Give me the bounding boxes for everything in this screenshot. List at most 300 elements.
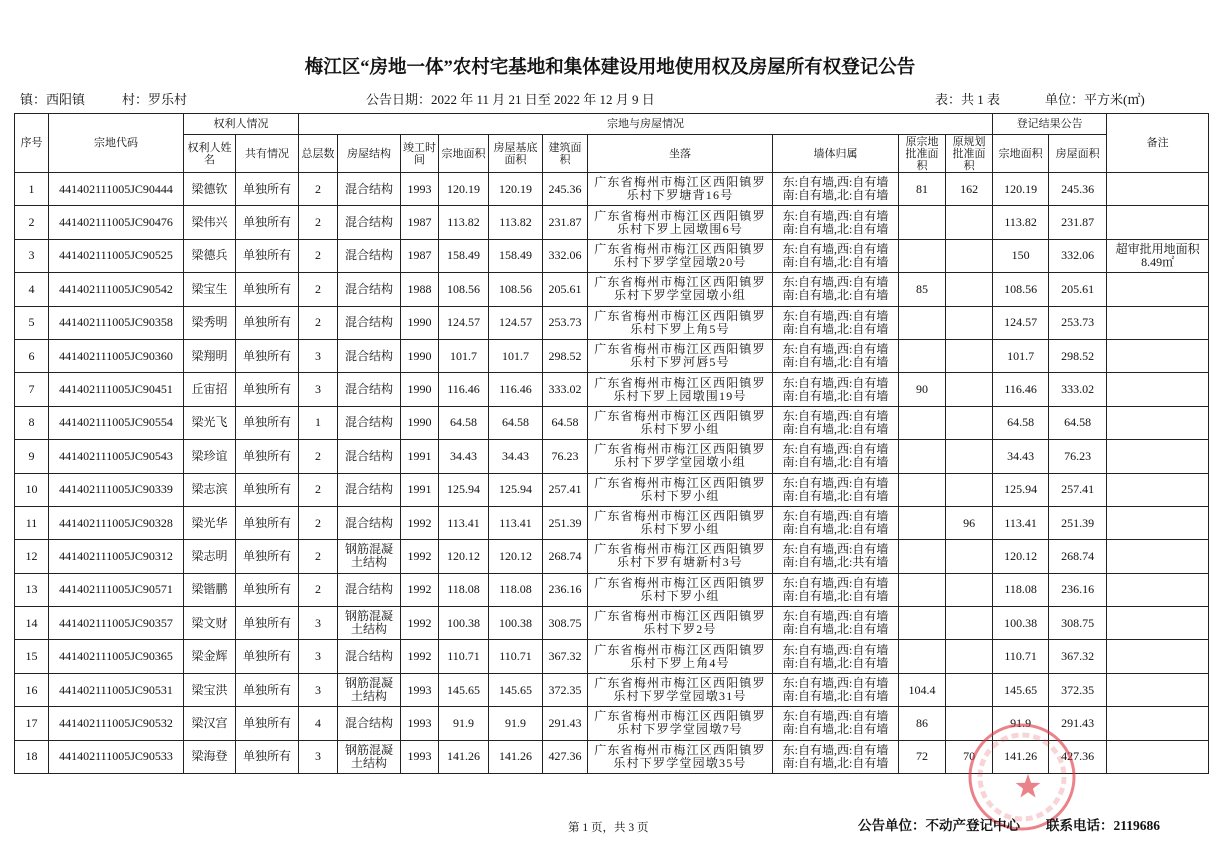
cell-reg-land-area: 110.71 [993,640,1049,673]
cell-code: 441402111005JC90444 [49,173,184,206]
cell-remark [1107,406,1209,439]
cell-reg-house-area: 257.41 [1049,473,1107,506]
cell-reg-land-area: 141.26 [993,740,1049,773]
cell-structure: 混合结构 [338,406,401,439]
page-indicator: 第 1 页，共 3 页 [568,822,649,834]
cell-walls: 东:自有墙,西:自有墙 南:自有墙,北:自有墙 [773,640,899,673]
cell-floors: 2 [299,206,338,239]
table-row [15,607,1209,640]
cell-year: 1992 [401,607,439,640]
cell-floors: 2 [299,506,338,539]
cell-remark [1107,206,1209,239]
cell-share: 单独所有 [236,173,299,206]
cell-orig-plan-approved [946,540,993,573]
cell-land-area: 101.7 [439,339,489,372]
cell-remark [1107,506,1209,539]
cell-remark [1107,740,1209,773]
cell-share: 单独所有 [236,506,299,539]
cell-remark [1107,473,1209,506]
cell-orig-plan-approved [946,273,993,306]
cell-structure: 混合结构 [338,506,401,539]
cell-reg-land-area: 108.56 [993,273,1049,306]
cell-reg-house-area: 76.23 [1049,440,1107,473]
cell-year: 1991 [401,440,439,473]
cell-reg-house-area: 253.73 [1049,306,1107,339]
header-orig-land-approved: 原宗地批准面积 [899,135,946,173]
cell-land-area: 120.19 [439,173,489,206]
cell-land-area: 34.43 [439,440,489,473]
cell-orig-land-approved [899,573,946,606]
cell-owner: 梁翔明 [184,339,236,372]
cell-reg-land-area: 113.82 [993,206,1049,239]
cell-structure: 钢筋混凝土结构 [338,607,401,640]
cell-build-area: 372.35 [543,673,588,706]
header-base-area: 房屋基底面积 [489,135,543,173]
header-reg-land-area: 宗地面积 [993,135,1049,173]
cell-land-area: 124.57 [439,306,489,339]
cell-location: 广东省梅州市梅江区西阳镇罗乐村下罗小组 [588,573,773,606]
cell-no: 6 [15,339,49,372]
cell-structure: 混合结构 [338,306,401,339]
cell-floors: 2 [299,440,338,473]
cell-walls: 东:自有墙,西:自有墙 南:自有墙,北:自有墙 [773,506,899,539]
table-row [15,206,1209,239]
cell-reg-land-area: 145.65 [993,673,1049,706]
table-row [15,373,1209,406]
cell-orig-land-approved [899,306,946,339]
cell-share: 单独所有 [236,673,299,706]
cell-orig-plan-approved [946,239,993,272]
header-build-area: 建筑面积 [543,135,588,173]
header-location: 坐落 [588,135,773,173]
cell-base-area: 108.56 [489,273,543,306]
cell-base-area: 110.71 [489,640,543,673]
cell-floors: 3 [299,640,338,673]
cell-no: 1 [15,173,49,206]
cell-year: 1992 [401,506,439,539]
cell-structure: 混合结构 [338,440,401,473]
table-row [15,473,1209,506]
cell-structure: 混合结构 [338,373,401,406]
cell-walls: 东:自有墙,西:自有墙 南:自有墙,北:自有墙 [773,373,899,406]
cell-owner: 梁金辉 [184,640,236,673]
cell-location: 广东省梅州市梅江区西阳镇罗乐村下罗学堂园墩7号 [588,707,773,740]
cell-reg-land-area: 64.58 [993,406,1049,439]
header-row-columns [15,135,1209,173]
cell-no: 17 [15,707,49,740]
header-owner: 权利人姓名 [184,135,236,173]
cell-base-area: 125.94 [489,473,543,506]
cell-share: 单独所有 [236,607,299,640]
cell-remark [1107,607,1209,640]
cell-orig-plan-approved [946,707,993,740]
cell-orig-land-approved: 86 [899,707,946,740]
cell-remark [1107,339,1209,372]
cell-year: 1992 [401,540,439,573]
cell-reg-land-area: 120.19 [993,173,1049,206]
cell-owner: 梁宝洪 [184,673,236,706]
cell-orig-land-approved [899,540,946,573]
cell-location: 广东省梅州市梅江区西阳镇罗乐村下罗上角5号 [588,306,773,339]
cell-remark [1107,640,1209,673]
cell-no: 9 [15,440,49,473]
cell-land-area: 158.49 [439,239,489,272]
cell-location: 广东省梅州市梅江区西阳镇罗乐村下罗上角4号 [588,640,773,673]
cell-structure: 钢筋混凝土结构 [338,673,401,706]
header-orig-plan-approved: 原规划批准面积 [946,135,993,173]
cell-share: 单独所有 [236,373,299,406]
cell-reg-house-area: 367.32 [1049,640,1107,673]
cell-build-area: 231.87 [543,206,588,239]
cell-orig-plan-approved [946,206,993,239]
cell-code: 441402111005JC90358 [49,306,184,339]
cell-no: 11 [15,506,49,539]
cell-base-area: 113.41 [489,506,543,539]
cell-code: 441402111005JC90339 [49,473,184,506]
notice-date-range: 公告日期：2022 年 11 月 21 日至 2022 年 12 月 9 日 [366,92,655,107]
cell-reg-house-area: 291.43 [1049,707,1107,740]
cell-structure: 钢筋混凝土结构 [338,540,401,573]
cell-owner: 梁秀明 [184,306,236,339]
cell-orig-land-approved: 85 [899,273,946,306]
cell-walls: 东:自有墙,西:自有墙 南:自有墙,北:自有墙 [773,473,899,506]
cell-location: 广东省梅州市梅江区西阳镇罗乐村下罗学堂园墩小组 [588,440,773,473]
cell-build-area: 291.43 [543,707,588,740]
cell-build-area: 332.06 [543,239,588,272]
cell-orig-land-approved: 90 [899,373,946,406]
cell-code: 441402111005JC90357 [49,607,184,640]
cell-base-area: 64.58 [489,406,543,439]
cell-share: 单独所有 [236,640,299,673]
cell-year: 1992 [401,573,439,606]
cell-year: 1990 [401,306,439,339]
cell-floors: 4 [299,707,338,740]
cell-reg-house-area: 268.74 [1049,540,1107,573]
cell-orig-plan-approved [946,339,993,372]
cell-base-area: 34.43 [489,440,543,473]
header-land-area: 宗地面积 [439,135,489,173]
page-title: 梅江区“房地一体”农村宅基地和集体建设用地使用权及房屋所有权登记公告 [304,58,916,78]
cell-no: 7 [15,373,49,406]
cell-structure: 钢筋混凝土结构 [338,740,401,773]
cell-walls: 东:自有墙,西:自有墙 南:自有墙,北:自有墙 [773,607,899,640]
cell-reg-house-area: 427.36 [1049,740,1107,773]
cell-land-area: 113.41 [439,506,489,539]
cell-share: 单独所有 [236,206,299,239]
cell-base-area: 145.65 [489,673,543,706]
cell-share: 单独所有 [236,473,299,506]
town-label: 镇：西阳镇 [20,92,86,107]
cell-reg-house-area: 332.06 [1049,239,1107,272]
cell-code: 441402111005JC90571 [49,573,184,606]
cell-share: 单独所有 [236,273,299,306]
header-row-groups [15,114,1209,135]
cell-location: 广东省梅州市梅江区西阳镇罗乐村下罗上园墩围19号 [588,373,773,406]
cell-walls: 东:自有墙,西:自有墙 南:自有墙,北:自有墙 [773,573,899,606]
cell-reg-house-area: 231.87 [1049,206,1107,239]
cell-build-area: 298.52 [543,339,588,372]
cell-floors: 1 [299,406,338,439]
cell-no: 16 [15,673,49,706]
cell-owner: 梁文财 [184,607,236,640]
cell-orig-plan-approved: 162 [946,173,993,206]
cell-walls: 东:自有墙,西:自有墙 南:自有墙,北:自有墙 [773,173,899,206]
cell-reg-house-area: 333.02 [1049,373,1107,406]
cell-owner: 梁德钦 [184,173,236,206]
cell-land-area: 116.46 [439,373,489,406]
cell-walls: 东:自有墙,西:自有墙 南:自有墙,北:自有墙 [773,273,899,306]
cell-reg-land-area: 101.7 [993,339,1049,372]
registration-table [14,113,1209,774]
cell-structure: 混合结构 [338,273,401,306]
cell-floors: 2 [299,239,338,272]
cell-location: 广东省梅州市梅江区西阳镇罗乐村下罗学堂园墩20号 [588,239,773,272]
cell-code: 441402111005JC90533 [49,740,184,773]
cell-build-area: 367.32 [543,640,588,673]
cell-owner: 梁锴鹏 [184,573,236,606]
cell-owner: 丘宙招 [184,373,236,406]
cell-share: 单独所有 [236,306,299,339]
cell-owner: 梁志明 [184,540,236,573]
header-remark: 备注 [1107,114,1209,173]
cell-walls: 东:自有墙,西:自有墙 南:自有墙,北:共有墙 [773,540,899,573]
cell-code: 441402111005JC90312 [49,540,184,573]
header-parcel-code: 宗地代码 [49,114,184,173]
contact-phone: 联系电话：2119686 [1046,818,1161,833]
cell-reg-land-area: 124.57 [993,306,1049,339]
cell-remark [1107,440,1209,473]
cell-build-area: 64.58 [543,406,588,439]
cell-owner: 梁光华 [184,506,236,539]
cell-year: 1987 [401,239,439,272]
cell-orig-plan-approved [946,306,993,339]
cell-owner: 梁海登 [184,740,236,773]
cell-code: 441402111005JC90525 [49,239,184,272]
cell-floors: 2 [299,273,338,306]
cell-share: 单独所有 [236,239,299,272]
table-row [15,540,1209,573]
cell-walls: 东:自有墙,西:自有墙 南:自有墙,北:自有墙 [773,306,899,339]
cell-reg-land-area: 120.12 [993,540,1049,573]
cell-no: 13 [15,573,49,606]
cell-land-area: 110.71 [439,640,489,673]
cell-remark [1107,707,1209,740]
cell-no: 5 [15,306,49,339]
table-row [15,306,1209,339]
cell-structure: 混合结构 [338,239,401,272]
cell-orig-land-approved [899,473,946,506]
cell-orig-plan-approved [946,640,993,673]
cell-year: 1990 [401,339,439,372]
village-label: 村：罗乐村 [122,92,188,107]
cell-build-area: 251.39 [543,506,588,539]
cell-share: 单独所有 [236,339,299,372]
cell-owner: 梁志滨 [184,473,236,506]
cell-no: 12 [15,540,49,573]
cell-location: 广东省梅州市梅江区西阳镇罗乐村下罗塘背16号 [588,173,773,206]
cell-land-area: 91.9 [439,707,489,740]
cell-base-area: 120.12 [489,540,543,573]
table-body [15,173,1209,774]
header-reg-house-area: 房屋面积 [1049,135,1107,173]
cell-owner: 梁伟兴 [184,206,236,239]
cell-no: 10 [15,473,49,506]
cell-no: 4 [15,273,49,306]
cell-land-area: 118.08 [439,573,489,606]
cell-walls: 东:自有墙,西:自有墙 南:自有墙,北:自有墙 [773,440,899,473]
table-row [15,239,1209,272]
cell-orig-plan-approved [946,440,993,473]
cell-year: 1993 [401,673,439,706]
cell-orig-land-approved [899,440,946,473]
cell-walls: 东:自有墙,西:自有墙 南:自有墙,北:自有墙 [773,206,899,239]
cell-land-area: 125.94 [439,473,489,506]
cell-build-area: 427.36 [543,740,588,773]
cell-share: 单独所有 [236,740,299,773]
header-group-parcel-house: 宗地与房屋情况 [299,114,993,135]
cell-location: 广东省梅州市梅江区西阳镇罗乐村下罗河唇5号 [588,339,773,372]
cell-walls: 东:自有墙,西:自有墙 南:自有墙,北:自有墙 [773,406,899,439]
table-row [15,273,1209,306]
cell-structure: 混合结构 [338,707,401,740]
cell-walls: 东:自有墙,西:自有墙 南:自有墙,北:自有墙 [773,707,899,740]
cell-remark [1107,540,1209,573]
cell-land-area: 141.26 [439,740,489,773]
cell-floors: 3 [299,607,338,640]
cell-reg-house-area: 64.58 [1049,406,1107,439]
cell-code: 441402111005JC90543 [49,440,184,473]
cell-remark [1107,573,1209,606]
cell-reg-house-area: 236.16 [1049,573,1107,606]
cell-structure: 混合结构 [338,473,401,506]
cell-build-area: 76.23 [543,440,588,473]
header-walls: 墙体归属 [773,135,899,173]
header-year: 竣工时间 [401,135,439,173]
cell-year: 1987 [401,206,439,239]
cell-base-area: 113.82 [489,206,543,239]
unit-label: 单位：平方米(㎡) [1045,92,1145,107]
cell-code: 441402111005JC90532 [49,707,184,740]
table-row [15,440,1209,473]
cell-base-area: 100.38 [489,607,543,640]
header-floors: 总层数 [299,135,338,173]
cell-remark [1107,373,1209,406]
cell-reg-land-area: 100.38 [993,607,1049,640]
cell-no: 14 [15,607,49,640]
cell-reg-land-area: 150 [993,239,1049,272]
table-row [15,173,1209,206]
cell-floors: 3 [299,740,338,773]
cell-code: 441402111005JC90554 [49,406,184,439]
cell-code: 441402111005JC90328 [49,506,184,539]
cell-base-area: 101.7 [489,339,543,372]
cell-orig-plan-approved [946,473,993,506]
cell-reg-house-area: 245.36 [1049,173,1107,206]
cell-land-area: 64.58 [439,406,489,439]
cell-year: 1990 [401,406,439,439]
cell-code: 441402111005JC90542 [49,273,184,306]
cell-structure: 混合结构 [338,173,401,206]
cell-walls: 东:自有墙,西:自有墙 南:自有墙,北:自有墙 [773,673,899,706]
table-row [15,707,1209,740]
cell-orig-land-approved [899,506,946,539]
cell-base-area: 120.19 [489,173,543,206]
cell-orig-plan-approved [946,607,993,640]
cell-base-area: 158.49 [489,239,543,272]
cell-orig-land-approved [899,206,946,239]
cell-code: 441402111005JC90451 [49,373,184,406]
cell-orig-land-approved [899,640,946,673]
cell-code: 441402111005JC90476 [49,206,184,239]
cell-land-area: 100.38 [439,607,489,640]
cell-orig-land-approved: 72 [899,740,946,773]
cell-no: 15 [15,640,49,673]
cell-build-area: 236.16 [543,573,588,606]
cell-orig-plan-approved: 70 [946,740,993,773]
cell-land-area: 145.65 [439,673,489,706]
cell-structure: 混合结构 [338,573,401,606]
cell-share: 单独所有 [236,406,299,439]
cell-build-area: 333.02 [543,373,588,406]
cell-location: 广东省梅州市梅江区西阳镇罗乐村下罗小组 [588,506,773,539]
cell-orig-plan-approved [946,406,993,439]
cell-location: 广东省梅州市梅江区西阳镇罗乐村下罗有塘新村3号 [588,540,773,573]
cell-reg-house-area: 251.39 [1049,506,1107,539]
cell-year: 1993 [401,173,439,206]
cell-no: 3 [15,239,49,272]
header-group-registration-result: 登记结果公告 [993,114,1107,135]
cell-orig-land-approved [899,339,946,372]
cell-build-area: 308.75 [543,607,588,640]
cell-floors: 2 [299,473,338,506]
cell-share: 单独所有 [236,440,299,473]
cell-reg-house-area: 205.61 [1049,273,1107,306]
cell-walls: 东:自有墙,西:自有墙 南:自有墙,北:自有墙 [773,339,899,372]
table-row [15,640,1209,673]
cell-land-area: 113.82 [439,206,489,239]
cell-location: 广东省梅州市梅江区西阳镇罗乐村下罗2号 [588,607,773,640]
table-row [15,506,1209,539]
cell-year: 1991 [401,473,439,506]
cell-year: 1990 [401,373,439,406]
cell-share: 单独所有 [236,707,299,740]
cell-orig-land-approved [899,406,946,439]
cell-location: 广东省梅州市梅江区西阳镇罗乐村下罗学堂园墩35号 [588,740,773,773]
table-row [15,406,1209,439]
cell-reg-land-area: 116.46 [993,373,1049,406]
cell-orig-plan-approved [946,673,993,706]
cell-owner: 梁宝生 [184,273,236,306]
header-share: 共有情况 [236,135,299,173]
cell-reg-house-area: 308.75 [1049,607,1107,640]
table-row [15,339,1209,372]
cell-remark [1107,306,1209,339]
cell-share: 单独所有 [236,540,299,573]
cell-year: 1993 [401,707,439,740]
cell-base-area: 141.26 [489,740,543,773]
cell-owner: 梁汉宫 [184,707,236,740]
cell-walls: 东:自有墙,西:自有墙 南:自有墙,北:自有墙 [773,239,899,272]
cell-location: 广东省梅州市梅江区西阳镇罗乐村下罗学堂园墩31号 [588,673,773,706]
header-group-rights-holder: 权利人情况 [184,114,299,135]
cell-floors: 2 [299,540,338,573]
cell-orig-land-approved: 81 [899,173,946,206]
table-row [15,740,1209,773]
cell-orig-land-approved [899,607,946,640]
cell-build-area: 257.41 [543,473,588,506]
cell-no: 18 [15,740,49,773]
cell-build-area: 253.73 [543,306,588,339]
